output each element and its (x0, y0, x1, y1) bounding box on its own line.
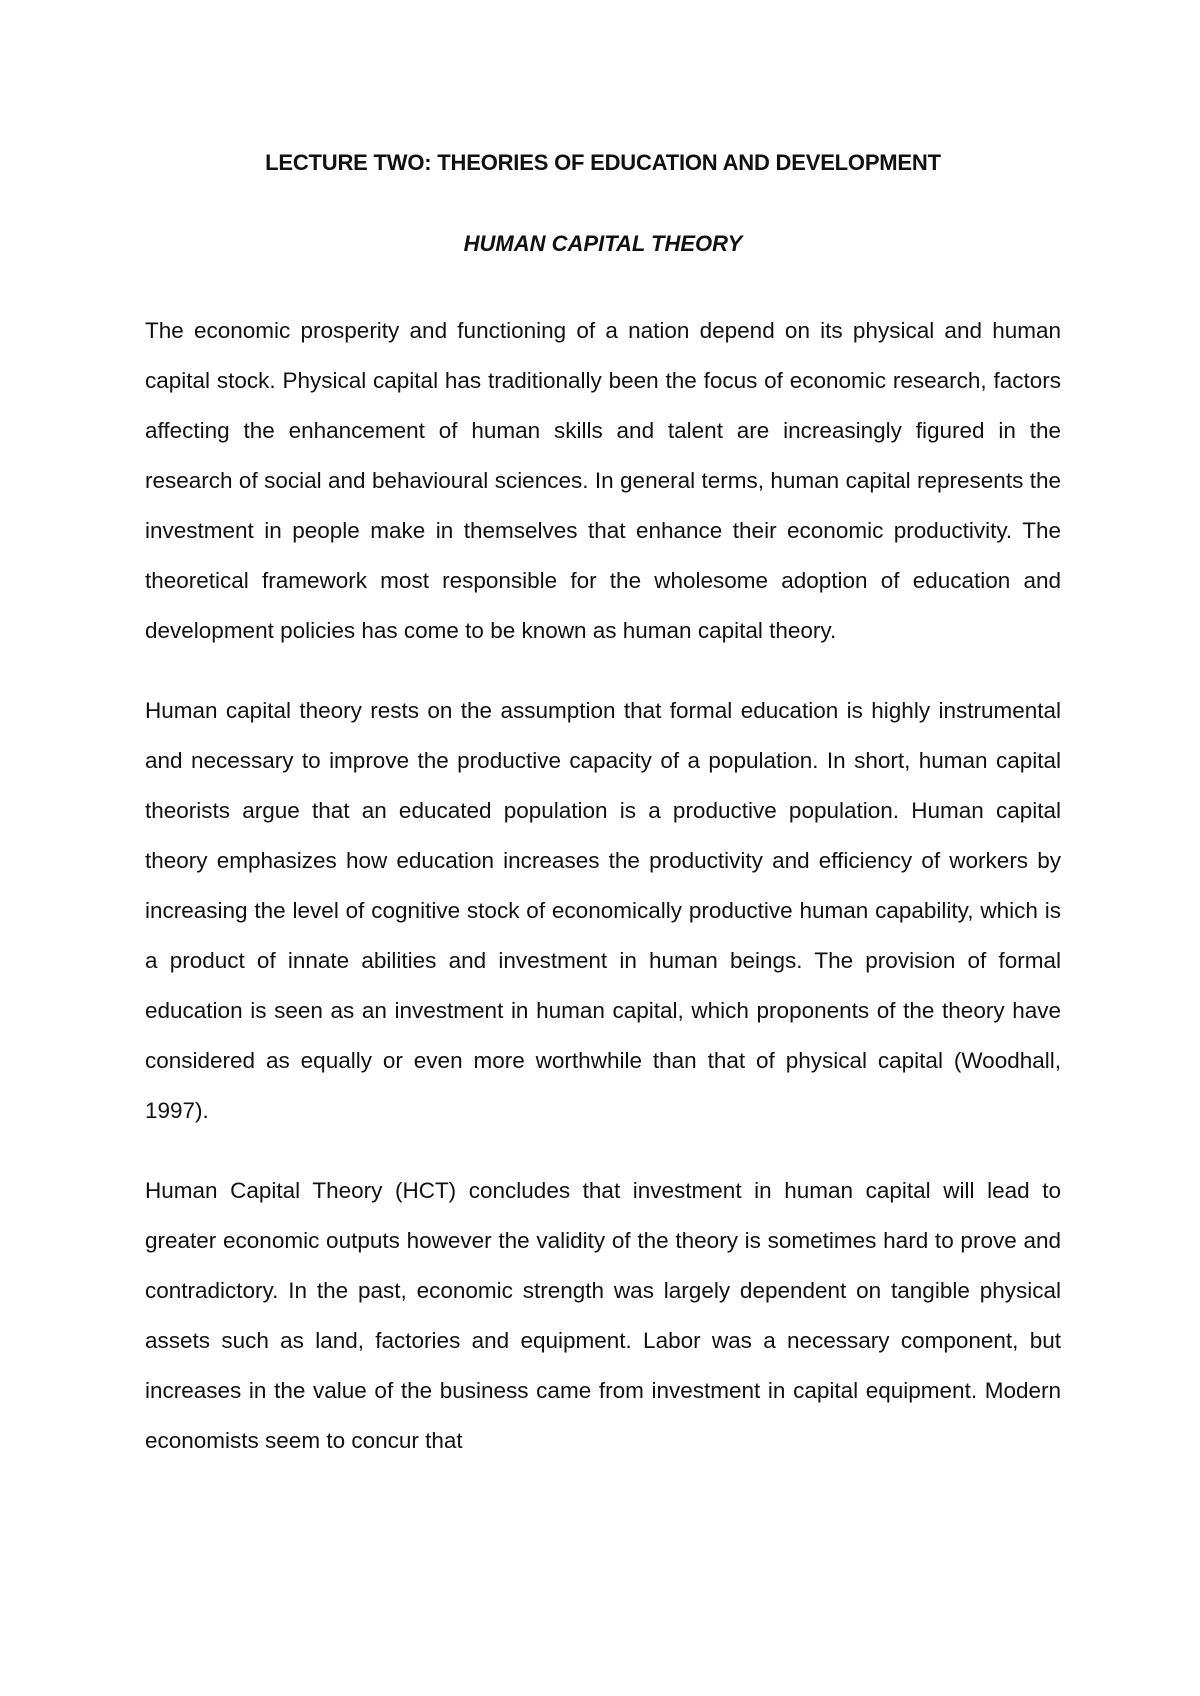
paragraph-1: The economic prosperity and functioning of a nation depend on its physical and human capital stock. Physical capital has traditionally been the focus of economic research, factors affecting the enhancement of human skills and talent are increasingly figured in the research of social and behavioural sciences. In general terms, human capital represents the investment in people make in themselves that enhance their economic productivity. The theoretical framework most responsible for the wholesome adoption of education and development policies has come to be known as human capital theory. (145, 318, 1061, 643)
section-heading: HUMAN CAPITAL THEORY (463, 231, 743, 256)
lecture-title: LECTURE TWO: THEORIES OF EDUCATION AND DEVELOPMENT (265, 150, 941, 175)
document-body (145, 306, 1061, 1496)
paragraph-3: Human Capital Theory (HCT) concludes that investment in human capital will lead to greater economic outputs however the validity of the theory is sometimes hard to prove and contradictory. In the past, economic strength was largely dependent on tangible physical assets such as land, factories and equipment. Labor was a necessary component, but increases in the value of the business came from investment in capital equipment. Modern economists seem to concur that (145, 1178, 1061, 1453)
paragraph-2: Human capital theory rests on the assumption that formal education is highly instrumental and necessary to improve the productive capacity of a population. In short, human capital theorists argue that an educated population is a productive population. Human capital theory emphasizes how education increases the productivity and efficiency of workers by increasing the level of cognitive stock of economically productive human capability, which is a product of innate abilities and investment in human beings. The provision of formal education is seen as an investment in human capital, which proponents of the theory have considered as equally or even more worthwhile than that of physical capital (Woodhall, 1997). (145, 698, 1061, 1123)
